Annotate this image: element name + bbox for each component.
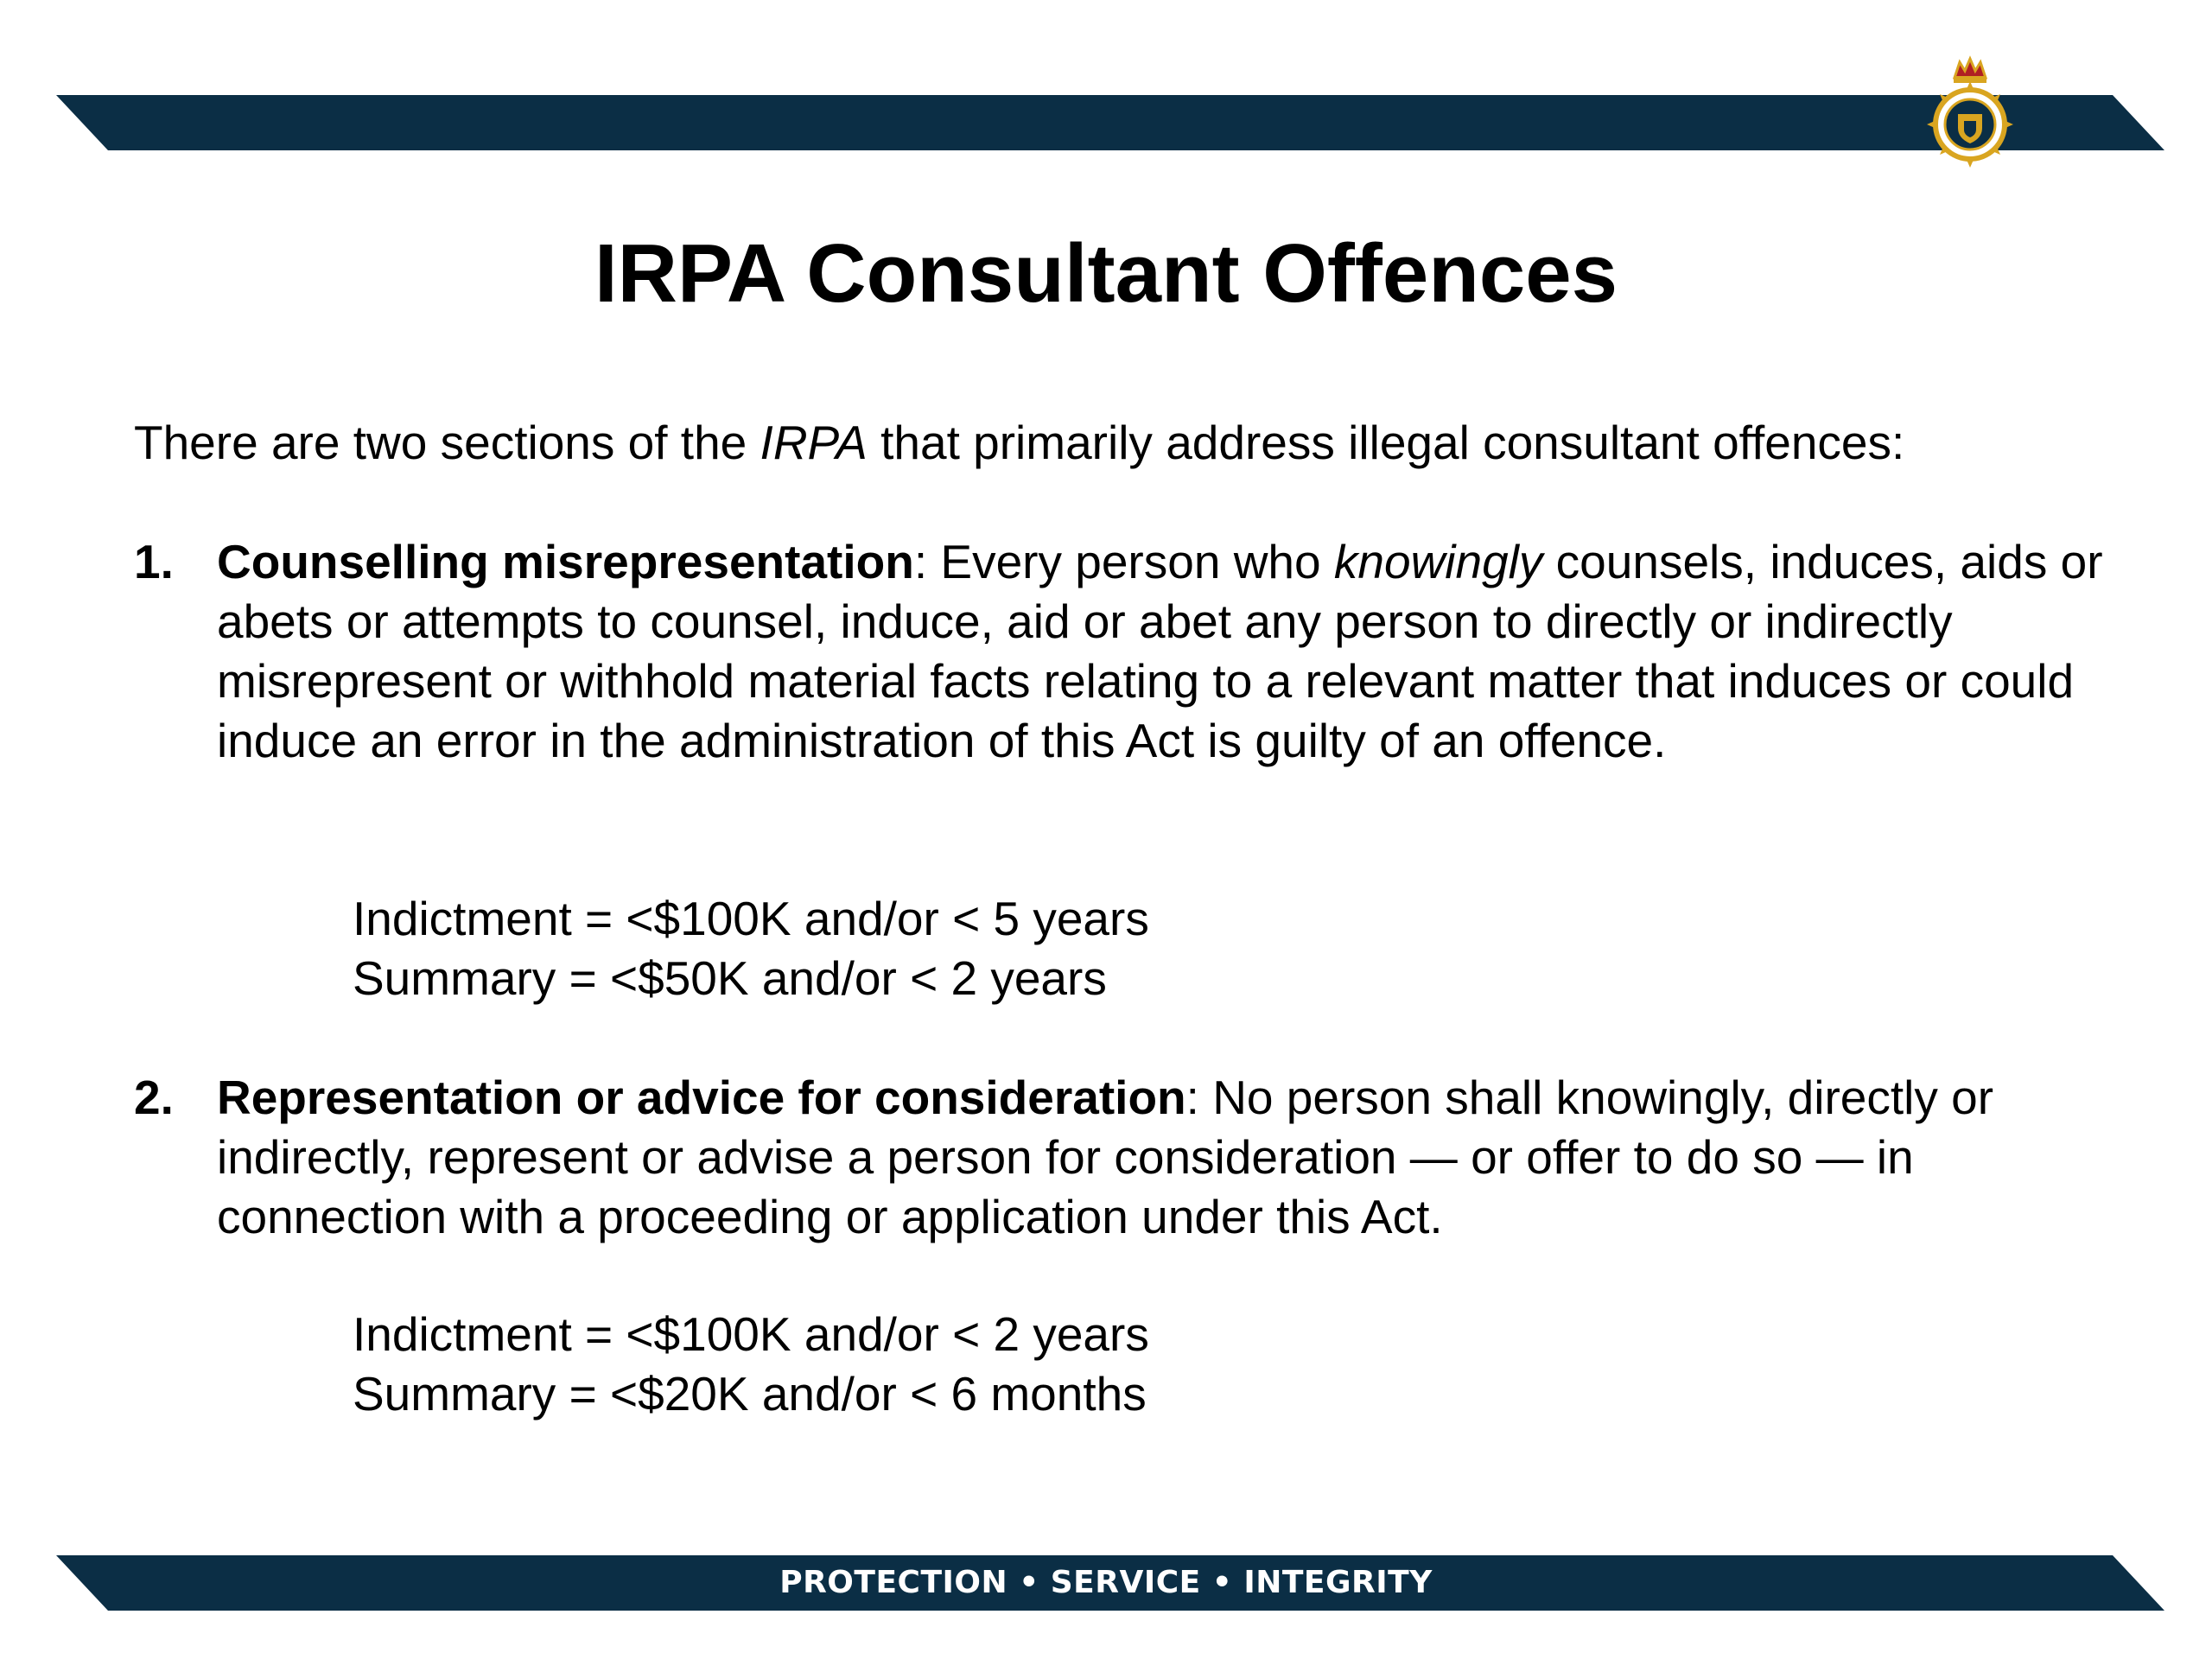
list-item-heading: Representation or advice for consideration [217,1071,1186,1124]
agency-emblem-icon [1912,52,2028,168]
footer-motto: PROTECTION • SERVICE • INTEGRITY [779,1565,1433,1600]
penalty-summary: Summary = <$50K and/or < 2 years [353,951,1107,1005]
list-item-number: 1. [134,535,174,588]
list-item-body [217,1068,2121,1247]
penalty-indictment: Indictment = <$100K and/or < 2 years [353,1307,1149,1361]
list-item-representation-advice [134,1068,2121,1247]
list-item-text-italic: knowingly [1333,535,1543,588]
penalty-summary: Summary = <$20K and/or < 6 months [353,1367,1147,1421]
intro-text-after: that primarily address illegal consultant offences: [867,416,1905,469]
slide-title: IRPA Consultant Offences [594,227,1618,320]
intro-paragraph [134,413,1904,473]
intro-text-before: There are two sections of the [134,416,760,469]
header-band [0,0,2212,164]
list-item-text-before: : Every person who [913,535,1334,588]
intro-text-italic: IRPA [760,416,868,469]
list-item-text: : No person shall knowingly, directly or indirectly, represent or advise a person for consideration — or offer to do so — in connection with a proceeding or application under this Act. [217,1071,1994,1243]
penalties-block-1 [353,889,1149,1008]
list-item-text-after: counsels, induces, aids or abets or attempts to counsel, induce, aid or abet any person to directly or indirectly misrepresent or withhold material facts relating to a relevant matter that induces or could induce an error in the administration of this Act is guilty of an offence. [217,535,2103,767]
list-item-body [217,532,2121,771]
list-item-heading: Counselling misrepresentation [217,535,914,588]
list-item-counselling-misrepresentation [134,532,2121,771]
penalty-indictment: Indictment = <$100K and/or < 5 years [353,892,1149,945]
penalties-block-2 [353,1305,1149,1424]
list-item-number: 2. [134,1071,174,1124]
